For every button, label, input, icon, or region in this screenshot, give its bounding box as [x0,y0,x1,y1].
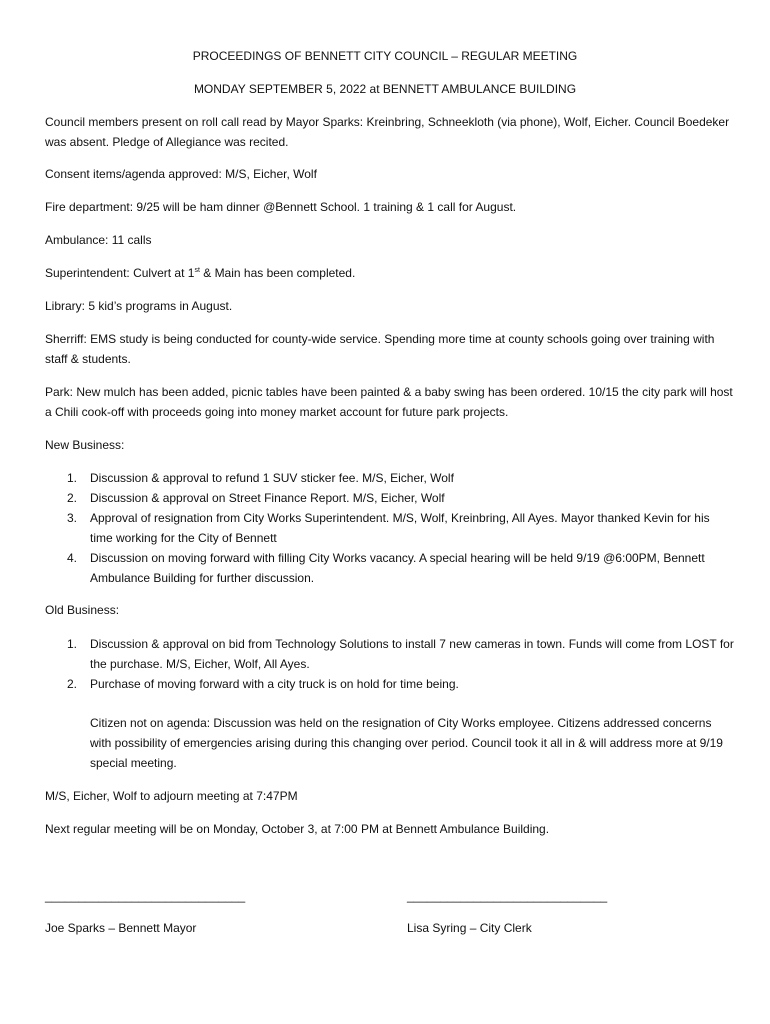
new-business-list [45,468,735,588]
list-item [45,508,735,548]
consent-paragraph: Consent items/agenda approved: M/S, Eicher, Wolf [45,167,317,181]
roll-call-paragraph: Council members present on roll call read by Mayor Sparks: Kreinbring, Schneekloth (via phone), Wolf, Eicher. Council Boedeker was absent. Pledge of Allegiance was recited. [45,115,730,149]
list-item [45,548,735,588]
superintendent-text-end: & Main has been completed. [199,266,356,280]
list-number: 2. [67,491,78,505]
mayor-signature-name: Joe Sparks – Bennett Mayor [45,921,197,935]
list-item [45,634,735,674]
list-number: 1. [67,637,78,651]
superintendent-text: Superintendent: Culvert at 1 [45,266,195,280]
clerk-signature-name: Lisa Syring – City Clerk [407,921,532,935]
sheriff-paragraph: Sherriff: EMS study is being conducted for county-wide service. Spending more time at county schools going over training with staff & students. [45,332,715,366]
list-number: 3. [67,511,78,525]
list-item-text: Purchase of moving forward with a city truck is on hold for time being. [90,677,459,691]
list-item [45,488,735,508]
old-business-heading: Old Business: [45,603,120,617]
next-meeting-paragraph: Next regular meeting will be on Monday, October 3, at 7:00 PM at Bennett Ambulance Building. [45,822,550,836]
citizen-note-text: Citizen not on agenda: Discussion was held on the resignation of City Works employee. Citizens addressed concerns with possibility of emergencies arising during this changing over period. Council took it all in & will address more at 9/19 special meeting. [90,716,723,770]
mayor-signature-line: ______________________________ [45,889,246,903]
list-item-text: Approval of resignation from City Works Superintendent. M/S, Wolf, Kreinbring, All Ayes. Mayor thanked Kevin for his time working for the City of Bennett [90,511,710,545]
list-item [45,468,735,488]
list-number: 1. [67,471,78,485]
document-title: PROCEEDINGS OF BENNETT CITY COUNCIL – REGULAR MEETING [192,49,578,63]
clerk-signature-line: ______________________________ [407,889,608,903]
new-business-heading: New Business: [45,438,125,452]
list-item [45,674,735,694]
old-business-list [45,634,735,694]
ambulance-paragraph: Ambulance: 11 calls [45,233,152,247]
list-item-text: Discussion & approval to refund 1 SUV sticker fee. M/S, Eicher, Wolf [90,471,454,485]
list-item-text: Discussion on moving forward with filling City Works vacancy. A special hearing will be held 9/19 @6:00PM, Bennett Ambulance Building for further discussion. [90,551,705,585]
library-paragraph: Library: 5 kid’s programs in August. [45,299,233,313]
park-paragraph: Park: New mulch has been added, picnic tables have been painted & a baby swing has been ordered. 10/15 the city park will host a Chili cook-off with proceeds going into money market account for future park projects. [45,385,733,419]
list-number: 4. [67,551,78,565]
meeting-date-subtitle: MONDAY SEPTEMBER 5, 2022 at BENNETT AMBULANCE BUILDING [193,82,577,96]
list-number: 2. [67,677,78,691]
list-item-text: Discussion & approval on Street Finance Report. M/S, Eicher, Wolf [90,491,445,505]
fire-department-paragraph: Fire department: 9/25 will be ham dinner @Bennett School. 1 training & 1 call for August. [45,200,517,214]
ordinal-suffix: st [194,267,200,274]
list-item-text: Discussion & approval on bid from Technology Solutions to install 7 new cameras in town. Funds will come from LOST for the purchase. M/S, Eicher, Wolf, All Ayes. [90,637,734,671]
adjourn-paragraph: M/S, Eicher, Wolf to adjourn meeting at 7:47PM [45,789,298,803]
superintendent-paragraph [45,263,735,283]
citizen-note [45,713,735,773]
